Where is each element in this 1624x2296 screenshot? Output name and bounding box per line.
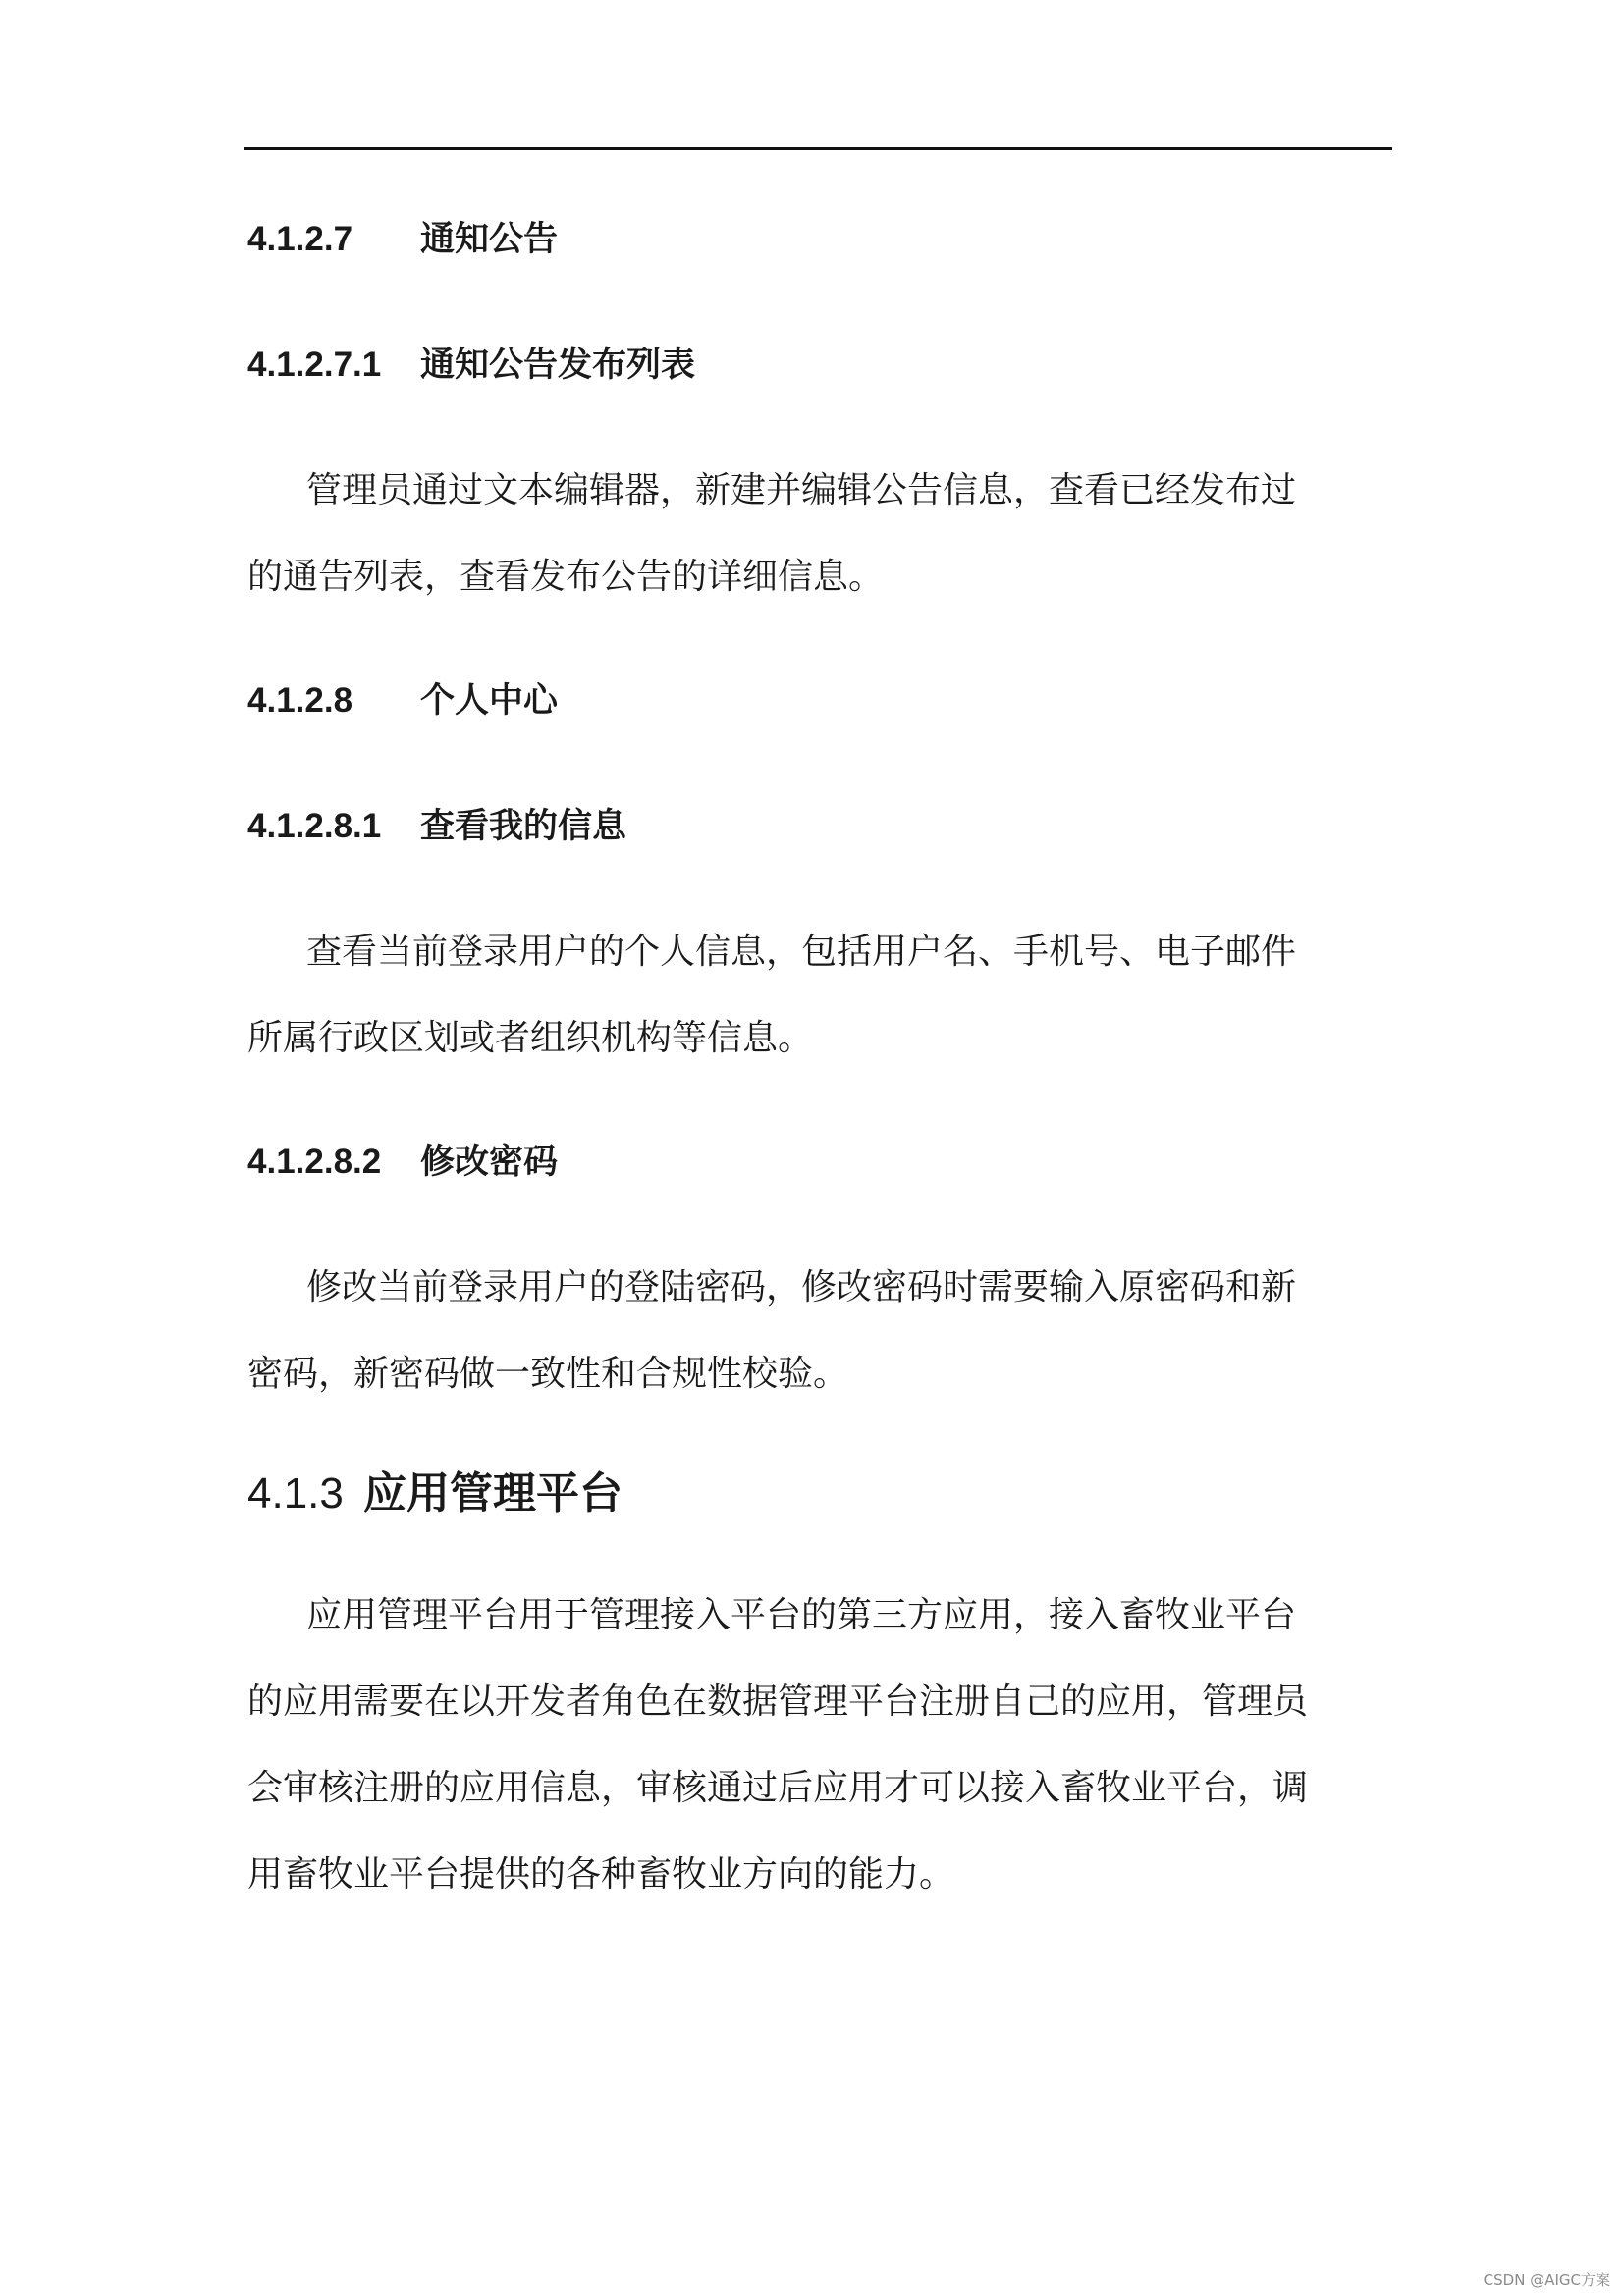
paragraph-line: 所属行政区划或者组织机构等信息。 — [247, 1018, 814, 1058]
section-number: 4.1.2.8 — [247, 681, 353, 720]
paragraph-notice-list — [247, 448, 1396, 620]
section-heading-4-1-3 — [247, 1467, 623, 1522]
paragraph-app-management — [247, 1573, 1396, 1918]
section-title: 查看我的信息 — [420, 807, 627, 846]
section-heading-4-1-2-8-2 — [247, 1141, 559, 1184]
section-title: 应用管理平台 — [363, 1468, 623, 1519]
header-rule — [244, 147, 1392, 150]
paragraph-line: 会审核注册的应用信息，审核通过后应用才可以接入畜牧业平台，调 — [247, 1768, 1309, 1808]
paragraph-line: 用畜牧业平台提供的各种畜牧业方向的能力。 — [247, 1854, 955, 1895]
section-title: 修改密码 — [420, 1143, 559, 1182]
section-number: 4.1.2.8.1 — [247, 807, 382, 845]
watermark: CSDN @AIGC方案 — [1483, 2271, 1610, 2289]
section-heading-4-1-2-7 — [247, 218, 559, 261]
section-title: 个人中心 — [420, 681, 559, 721]
paragraph-line: 密码，新密码做一致性和合规性校验。 — [247, 1354, 849, 1394]
section-title: 通知公告发布列表 — [420, 346, 696, 385]
paragraph-line: 应用管理平台用于管理接入平台的第三方应用，接入畜牧业平台 — [306, 1595, 1297, 1635]
section-number: 4.1.2.7 — [247, 220, 353, 258]
paragraph-change-password — [247, 1245, 1396, 1417]
paragraph-line: 管理员通过文本编辑器，新建并编辑公告信息，查看已经发布过 — [306, 470, 1297, 510]
paragraph-line: 的应用需要在以开发者角色在数据管理平台注册自己的应用，管理员 — [247, 1682, 1309, 1722]
paragraph-line: 的通告列表，查看发布公告的详细信息。 — [247, 557, 885, 597]
section-number: 4.1.2.7.1 — [247, 346, 382, 384]
section-heading-4-1-2-8 — [247, 679, 559, 722]
section-title: 通知公告 — [420, 220, 559, 259]
paragraph-line: 查看当前登录用户的个人信息，包括用户名、手机号、电子邮件 — [306, 932, 1297, 972]
section-number: 4.1.3 — [247, 1469, 344, 1518]
section-heading-4-1-2-7-1 — [247, 344, 696, 387]
section-heading-4-1-2-8-1 — [247, 805, 627, 848]
section-number: 4.1.2.8.2 — [247, 1143, 382, 1181]
paragraph-my-info — [247, 909, 1396, 1082]
paragraph-line: 修改当前登录用户的登陆密码，修改密码时需要输入原密码和新 — [306, 1267, 1297, 1308]
